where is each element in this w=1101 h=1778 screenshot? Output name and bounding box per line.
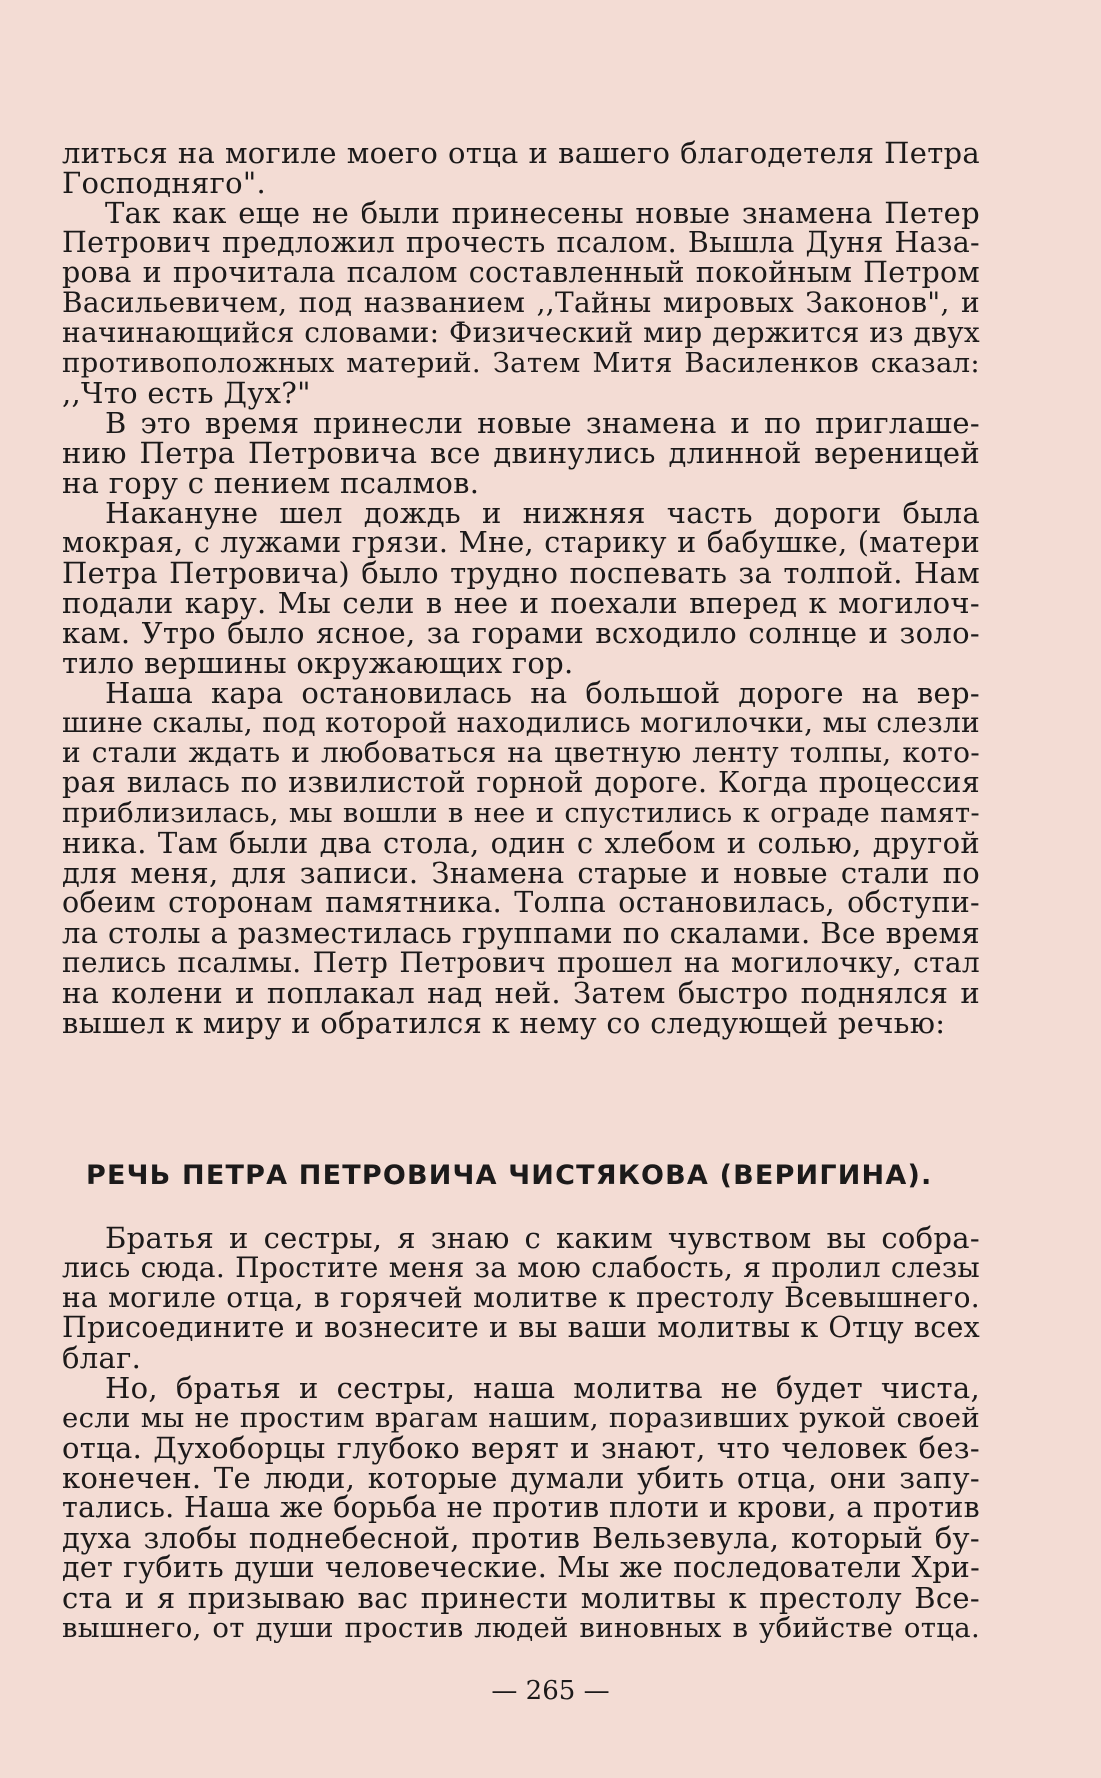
- speech-text-block: [62, 1223, 980, 1643]
- text-line: литься на могиле моего отца и вашего благодетеля Петра: [62, 136, 980, 170]
- text-line: подали кару. Мы сели в нее и поехали вперед к могилоч-: [62, 586, 980, 620]
- text-line: обеим сторонам памятника. Толпа остановилась, обступи-: [62, 886, 980, 919]
- text-line: нию Петра Петровича все двинулись длинной вереницей: [62, 436, 980, 470]
- text-line: Васильевичем, под названием ,,Тайны мировых Законов", и: [62, 286, 980, 319]
- text-line: кам. Утро было ясное, за горами всходило солнце и золо-: [62, 616, 980, 650]
- text-line: для меня, для записи. Знамена старые и новые стали по: [62, 856, 980, 890]
- text-line: мокрая, с лужами грязи. Мне, старику и бабушке, (матери: [62, 526, 980, 559]
- text-line: Наша кара остановилась на большой дороге на вер-: [105, 676, 980, 710]
- text-line: противоположных материй. Затем Митя Василенков сказал:: [62, 347, 980, 379]
- text-line: конечен. Те люди, которые думали убить отца, они запу-: [62, 1461, 980, 1495]
- text-line: духа злобы поднебесной, против Вельзевула, который бу-: [62, 1521, 980, 1555]
- speech-heading: РЕЧЬ ПЕТРА ПЕТРОВИЧА ЧИСТЯКОВА (ВЕРИГИНА).: [86, 1160, 933, 1191]
- text-line: Но, братья и сестры, наша молитва не будет чиста,: [105, 1371, 980, 1405]
- text-line: если мы не простим врагам нашим, поразивших рукой своей: [62, 1402, 980, 1434]
- text-line: вышнего, от души простив людей виновных в убийстве отца.: [62, 1612, 980, 1644]
- text-line: рая вилась по извилистой горной дороге. Когда процессия: [62, 766, 980, 799]
- text-line: отца. Духоборцы глубоко верят и знают, что человек без-: [62, 1431, 980, 1465]
- text-line: Присоедините и вознесите и вы ваши молитвы к Отцу всех: [62, 1311, 980, 1344]
- text-line: приблизилась, мы вошли в нее и спустились к ограде памят-: [62, 797, 980, 829]
- text-line: на колени и поплакал над ней. Затем быстро поднялся и: [62, 976, 980, 1010]
- text-line: тались. Наша же борьба не против плоти и крови, а против: [62, 1491, 980, 1524]
- text-line: благ.: [62, 1341, 142, 1375]
- text-line: ла столы а разместилась группами по скалами. Все время: [62, 916, 980, 950]
- text-line: лись сюда. Простите меня за мою слабость, я пролил слезы: [62, 1251, 980, 1284]
- text-line: ,,Что есть Дух?": [62, 376, 311, 410]
- text-line: шине скалы, под которой находились могилочки, мы слезли: [62, 706, 980, 739]
- text-line: Петрович предложил прочесть псалом. Вышла Дуня Наза-: [62, 226, 980, 259]
- text-line: пелись псалмы. Петр Петрович прошел на могилочку, стал: [62, 946, 980, 979]
- text-line: на могиле отца, в горячей молитве к престолу Всевышнего.: [62, 1281, 980, 1314]
- text-line: вышел к миру и обратился к нему со следующей речью:: [62, 1006, 946, 1040]
- text-line: Накануне шел дождь и нижняя часть дороги была: [105, 496, 980, 530]
- text-line: дет губить души человеческие. Мы же последователи Хри-: [62, 1551, 980, 1584]
- text-line: рова и прочитала псалом составленный покойным Петром: [62, 256, 980, 289]
- text-line: Господняго".: [62, 166, 266, 200]
- text-line: и стали ждать и любоваться на цветную ленту толпы, кото-: [62, 736, 980, 769]
- text-line: на гору с пением псалмов.: [62, 466, 480, 500]
- text-line: тило вершины окружающих гор.: [62, 646, 574, 680]
- text-line: Так как еще не были принесены новые знамена Петер: [105, 196, 980, 230]
- text-line: Братья и сестры, я знаю с каким чувством вы собра-: [105, 1221, 980, 1255]
- text-line: В это время принесли новые знамена и по приглаше-: [105, 406, 980, 440]
- page-number: — 265 —: [491, 1676, 610, 1706]
- text-line: ника. Там были два стола, один с хлебом и солью, другой: [62, 826, 980, 860]
- text-line: ста и я призываю вас принести молитвы к престолу Все-: [62, 1581, 980, 1615]
- text-line: Петра Петровича) было трудно поспевать за толпой. Нам: [62, 556, 980, 590]
- text-line: начинающийся словами: Физический мир держится из двух: [62, 316, 980, 349]
- narrative-text-block: [62, 138, 980, 1038]
